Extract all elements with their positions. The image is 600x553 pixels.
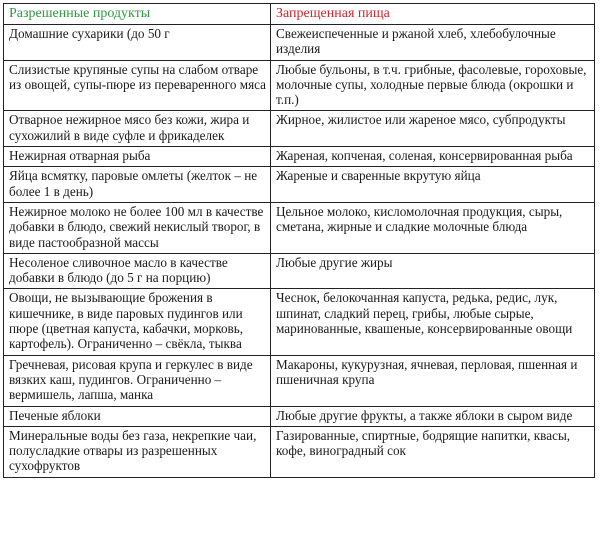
- allowed-products-header: Разрешенные продукты: [4, 4, 271, 25]
- table-row: [4, 202, 595, 253]
- forbidden-cell: Чеснок, белокочанная капуста, редька, редис, лук, шпинат, сладкий перец, грибы, любые сырые, маринованные, квашеные, консервированные овощи: [271, 289, 595, 355]
- allowed-cell: Слизистые крупяные супы на слабом отваре из овощей, супы-пюре из переваренного мяса: [4, 60, 271, 111]
- allowed-cell: Овощи, не вызывающие брожения в кишечнике, в виде паровых пудингов или пюре (цветная капуста, кабачки, морковь, картофель). Ограниченно – свёкла, тыква: [4, 289, 271, 355]
- forbidden-cell: Макароны, кукурузная, ячневая, перловая, пшенная и пшеничная крупа: [271, 355, 595, 406]
- allowed-cell: Гречневая, рисовая крупа и геркулес в виде вязких каш, пудингов. Ограниченно – вермишель, лапша, манка: [4, 355, 271, 406]
- table-row: [4, 60, 595, 111]
- forbidden-cell: Любые другие жиры: [271, 253, 595, 289]
- allowed-cell: Яйца всмятку, паровые омлеты (желток – не более 1 в день): [4, 167, 271, 203]
- allowed-cell: Нежирное молоко не более 100 мл в качестве добавки в блюдо, свежий некислый творог, в виде пастообразной массы: [4, 202, 271, 253]
- forbidden-cell: Цельное молоко, кисломолочная продукция, сыры, сметана, жирные и сладкие молочные блюда: [271, 202, 595, 253]
- forbidden-cell: Любые другие фрукты, а также яблоки в сыром виде: [271, 406, 595, 426]
- table-row: [4, 147, 595, 167]
- allowed-cell: Печеные яблоки: [4, 406, 271, 426]
- diet-food-table: [3, 3, 595, 478]
- table-row: [4, 355, 595, 406]
- table-row: [4, 111, 595, 147]
- forbidden-cell: Любые бульоны, в т.ч. грибные, фасолевые, гороховые, молочные супы, холодные первые блюда (окрошки и т.п.): [271, 60, 595, 111]
- forbidden-food-header: Запрещенная пища: [271, 4, 595, 25]
- allowed-cell: Отварное нежирное мясо без кожи, жира и сухожилий в виде суфле и фрикаделек: [4, 111, 271, 147]
- table-row: [4, 167, 595, 203]
- table-row: [4, 25, 595, 61]
- allowed-cell: Домашние сухарики (до 50 г: [4, 25, 271, 61]
- forbidden-cell: Жирное, жилистое или жареное мясо, субпродукты: [271, 111, 595, 147]
- table-row: [4, 406, 595, 426]
- forbidden-cell: Жареные и сваренные вкрутую яйца: [271, 167, 595, 203]
- allowed-cell: Минеральные воды без газа, некрепкие чаи, полусладкие отвары из разрешенных сухофруктов: [4, 426, 271, 477]
- forbidden-cell: Газированные, спиртные, бодрящие напитки, квасы, кофе, виноградный сок: [271, 426, 595, 477]
- table-row: [4, 289, 595, 355]
- table-row: [4, 426, 595, 477]
- forbidden-cell: Жареная, копченая, соленая, консервированная рыба: [271, 147, 595, 167]
- table-row: [4, 253, 595, 289]
- allowed-cell: Нежирная отварная рыба: [4, 147, 271, 167]
- table-header-row: [4, 4, 595, 25]
- forbidden-cell: Свежеиспеченные и ржаной хлеб, хлебобулочные изделия: [271, 25, 595, 61]
- allowed-cell: Несоленое сливочное масло в качестве добавки в блюдо (до 5 г на порцию): [4, 253, 271, 289]
